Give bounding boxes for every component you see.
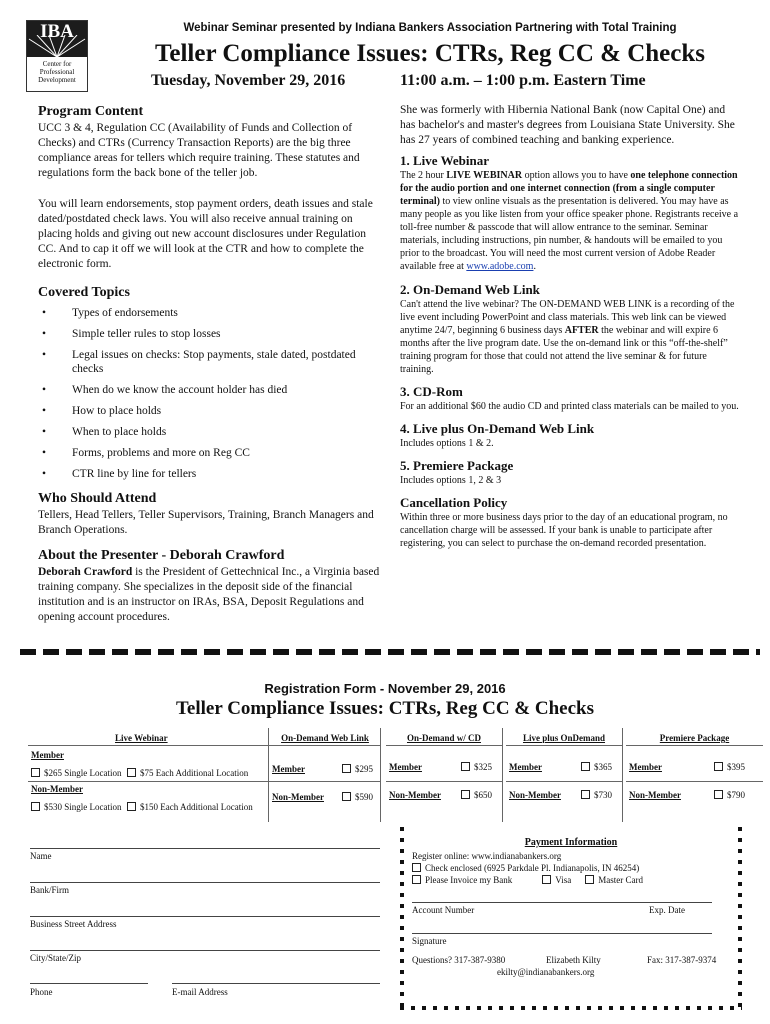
tagline: Webinar Seminar presented by Indiana Bankers Association Partnering with Total Training xyxy=(183,22,677,34)
option-2-heading: 2. On-Demand Web Link xyxy=(400,282,540,297)
mastercard-checkbox[interactable] xyxy=(585,875,594,884)
option-1-heading: 1. Live Webinar xyxy=(400,153,489,168)
checkbox[interactable] xyxy=(342,764,351,773)
price-option[interactable]: $790 xyxy=(714,790,745,800)
email-field[interactable] xyxy=(172,973,380,984)
payment-details xyxy=(412,850,732,886)
program-paragraph-1: UCC 3 & 4, Regulation CC (Availability of Funds and Collection of Checks) and CTRs (Currency Transaction Reports) are the big three compliance areas for tellers which require training. These statutes and regulations form the back bone of the teller job. xyxy=(38,122,360,179)
live-plus-cell: Live plus OnDemand Member $365 Non-Member $730 xyxy=(506,728,623,822)
phone-field[interactable] xyxy=(30,973,148,984)
program-paragraph-2: You will learn endorsements, stop payment orders, death issues and stale dated/postdated check laws. You will also receive annual training on placing holds and giving out new account disclosures under Regulation CC. And to cap it off we will look at the CTR and how to complete the electronic form. xyxy=(38,198,373,270)
cut-line-divider xyxy=(20,649,760,655)
price-option[interactable]: $650 xyxy=(461,790,492,800)
option-5-heading: 5. Premiere Package xyxy=(400,458,514,473)
checkbox[interactable] xyxy=(461,762,470,771)
bank-label: Bank/Firm xyxy=(30,885,70,895)
premiere-cell: Premiere Package Member $395 Non-Member $790 xyxy=(626,728,763,822)
other-options-cells xyxy=(386,728,763,822)
member-label: Member xyxy=(31,750,64,760)
nonmember-additional-option[interactable]: $150 Each Additional Location xyxy=(127,802,253,812)
account-number-field[interactable] xyxy=(412,892,712,903)
exp-date-label: Exp. Date xyxy=(649,905,685,915)
covered-heading: Covered Topics xyxy=(38,285,130,300)
checkbox[interactable] xyxy=(31,802,40,811)
list-item: • When to place holds xyxy=(38,425,384,439)
street-label: Business Street Address xyxy=(30,919,117,929)
price-option[interactable]: $295 xyxy=(342,764,373,774)
checkbox[interactable] xyxy=(581,790,590,799)
cancellation-text: Within three or more business days prior to the day of an educational program, no cancellation charge will be assessed. If your bank is unable to participate after registering, you can select to purchase the on-demand recorded presentation. xyxy=(400,512,728,549)
payment-heading: Payment Information xyxy=(524,837,618,848)
checkbox[interactable] xyxy=(31,768,40,777)
list-item: • CTR line by line for tellers xyxy=(38,467,384,481)
checkbox[interactable] xyxy=(127,768,136,777)
registration-title: Teller Compliance Issues: CTRs, Reg CC & Checks xyxy=(176,698,594,719)
cd-cell: On-Demand w/ CD Member $325 Non-Member $650 xyxy=(386,728,503,822)
option-5-text: Includes options 1, 2 & 3 xyxy=(400,475,502,486)
fax-number: Fax: 317-387-9374 xyxy=(647,955,717,965)
nonmember-single-option[interactable]: $530 Single Location xyxy=(31,802,122,812)
event-time: 11:00 a.m. – 1:00 p.m. Eastern Time xyxy=(400,72,646,89)
topics-list xyxy=(38,306,384,481)
price-option[interactable]: $730 xyxy=(581,790,612,800)
invoice-option[interactable]: Please Invoice my Bank Visa Master Card xyxy=(412,874,732,886)
price-option[interactable]: $590 xyxy=(342,792,373,802)
option-4-heading: 4. Live plus On-Demand Web Link xyxy=(400,421,595,436)
checkbox[interactable] xyxy=(714,790,723,799)
city-label: City/State/Zip xyxy=(30,953,81,963)
nonmember-label: Non-Member xyxy=(31,784,83,794)
price-option[interactable]: $365 xyxy=(581,762,612,772)
checkbox[interactable] xyxy=(714,762,723,771)
checkbox[interactable] xyxy=(412,863,421,872)
who-heading: Who Should Attend xyxy=(38,491,157,506)
list-item: • How to place holds xyxy=(38,404,384,418)
email-label: E-mail Address xyxy=(172,987,228,997)
bank-field[interactable] xyxy=(30,872,380,883)
price-option[interactable]: $325 xyxy=(461,762,492,772)
option-3-text: For an additional $60 the audio CD and printed class materials can be mailed to you. xyxy=(400,401,739,412)
presenter-bio: She was formerly with Hibernia National Bank (now Capital One) and has bachelor's and master's degrees from Louisiana State University. She has 27 years of combined teaching and banking experience. xyxy=(400,104,735,146)
option-2-text: Can't attend the live webinar? The ON-DEMAND WEB LINK is a recording of the live event including PowerPoint and class materials. This web link can be viewed anytime 24/7, beginning 6 business days AFTER the webinar and will expire 6 months after the live program date. Use the on-demand link or this “off-the-shelf” training program for those that could not attend the live seminar & for future training. xyxy=(400,299,735,375)
city-field[interactable] xyxy=(30,940,380,951)
phone-label: Phone xyxy=(30,987,53,997)
street-field[interactable] xyxy=(30,906,380,917)
list-item: • Types of endorsements xyxy=(38,306,384,320)
adobe-link[interactable]: www.adobe.com xyxy=(466,261,534,272)
member-single-option[interactable]: $265 Single Location xyxy=(31,768,122,778)
price-option[interactable]: $395 xyxy=(714,762,745,772)
on-demand-cell: On-Demand Web Link Member $295 Non-Member $590 xyxy=(268,728,381,822)
checkbox[interactable] xyxy=(412,875,421,884)
option-3-heading: 3. CD-Rom xyxy=(400,384,463,399)
logo-subtitle: Center for Professional Development xyxy=(38,60,76,84)
live-webinar-header: Live Webinar xyxy=(115,733,168,743)
checkbox[interactable] xyxy=(342,792,351,801)
signature-label: Signature xyxy=(412,936,447,946)
program-heading: Program Content xyxy=(38,104,144,119)
registration-heading: Registration Form - November 29, 2016 xyxy=(264,681,506,696)
who-text: Tellers, Head Tellers, Teller Supervisors, Training, Branch Managers and Branch Operations. xyxy=(38,509,374,536)
presenter-name: Deborah Crawford xyxy=(38,566,133,578)
list-item: • Legal issues on checks: Stop payments, stale dated, postdated checks xyxy=(38,348,384,376)
account-label: Account Number xyxy=(412,905,475,915)
page-title: Teller Compliance Issues: CTRs, Reg CC & Checks xyxy=(155,40,705,67)
check-enclosed-option[interactable]: Check enclosed (6925 Parkdale Pl. Indianapolis, IN 46254) xyxy=(412,862,732,874)
list-item: • Forms, problems and more on Reg CC xyxy=(38,446,384,460)
signature-field[interactable] xyxy=(412,923,712,934)
checkbox[interactable] xyxy=(127,802,136,811)
iba-logo xyxy=(26,20,88,92)
presenter-heading: About the Presenter - Deborah Crawford xyxy=(38,548,285,563)
name-label: Name xyxy=(30,851,52,861)
questions-phone: Questions? 317-387-9380 xyxy=(412,955,506,965)
checkbox[interactable] xyxy=(581,762,590,771)
option-1-text: The 2 hour LIVE WEBINAR option allows you to have one telephone connection for the audio portion and one internet connection (from a single computer terminal) to view online visuals as the presentation is delivered. You may have as many people as you like listen from your office speaker phone. Registrants receive a toll-free number & passcode that will allow entrance to the seminar. Seminar materials, including instructions, pin number, & handouts will be emailed to you prior to the broadcast. You will need the most current version of Adobe Reader available free at www.adobe.com. xyxy=(400,170,739,272)
payment-box xyxy=(400,827,742,1010)
checkbox[interactable] xyxy=(461,790,470,799)
cancellation-heading: Cancellation Policy xyxy=(400,495,508,510)
contact-fields xyxy=(30,838,380,999)
list-item: • Simple teller rules to stop losses xyxy=(38,327,384,341)
event-date: Tuesday, November 29, 2016 xyxy=(151,72,346,89)
right-column xyxy=(400,103,740,550)
list-item: • When do we know the account holder has died xyxy=(38,383,384,397)
pricing-grid xyxy=(28,728,763,822)
logo-text: IBA xyxy=(40,21,74,42)
register-online-text: Register online: www.indianabankers.org xyxy=(412,851,562,861)
contact-email[interactable]: ekilty@indianabankers.org xyxy=(497,967,595,977)
contact-name: Elizabeth Kilty xyxy=(546,955,601,965)
option-4-text: Includes options 1 & 2. xyxy=(400,438,494,449)
name-field[interactable] xyxy=(30,838,380,849)
presenter-text: Deborah Crawford is the President of Gettechnical Inc., a Virginia based training company. She specializes in the deposit side of the financial institution and is an instructor on IRAs, BSA, Deposit Regulations and opening account procedures. xyxy=(38,566,380,623)
visa-checkbox[interactable] xyxy=(542,875,551,884)
member-additional-option[interactable]: $75 Each Additional Location xyxy=(127,768,248,778)
left-column xyxy=(38,104,384,625)
